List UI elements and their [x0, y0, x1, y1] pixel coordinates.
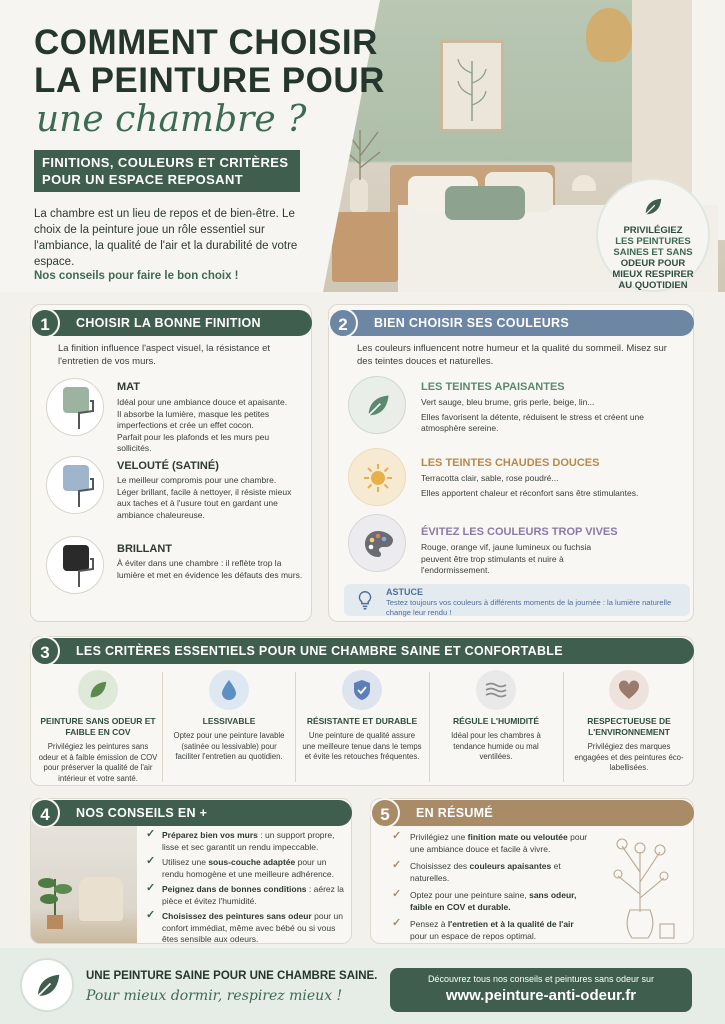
- page-title: COMMENT CHOISIR: [34, 23, 378, 62]
- leaf-logo-icon: [20, 958, 74, 1012]
- lightbulb-icon: [354, 589, 376, 611]
- criterion-title: RÉSISTANTE ET DURABLE: [306, 716, 418, 726]
- sun-icon: [348, 448, 406, 506]
- finish-title: MAT: [117, 381, 141, 393]
- subtitle-banner: [34, 150, 300, 192]
- section-description: Les couleurs influencent notre humeur et la qualité du sommeil. Misez sur des teintes douces et naturelles.: [357, 343, 667, 367]
- section-number: 1: [30, 308, 60, 338]
- website-url[interactable]: www.peinture-anti-odeur.fr: [445, 987, 637, 1004]
- section-number: 3: [30, 636, 60, 666]
- color-body: Terracotta clair, sable, rose poudré... Elles apportent chaleur et réconfort sans être stimulantes.: [421, 473, 639, 498]
- tip-label: ASTUCE: [386, 587, 424, 597]
- divider: [429, 672, 430, 782]
- criterion-title: PEINTURE SANS ODEUR ET FAIBLE EN COV: [40, 716, 156, 737]
- heart-icon: [609, 670, 649, 710]
- tips-list: [146, 830, 346, 946]
- paint-roller-mat-icon: [46, 378, 104, 436]
- armchair: [79, 877, 123, 921]
- leaf-icon: [78, 670, 118, 710]
- waves-icon: [476, 670, 516, 710]
- footer-slogan: Pour mieux dormir, respirez mieux !: [86, 988, 343, 1004]
- criterion-card: [38, 670, 158, 784]
- color-title: LES TEINTES CHAUDES DOUCES: [421, 457, 600, 469]
- criterion-title: LESSIVABLE: [202, 716, 256, 726]
- pendant-lamp: [586, 8, 632, 62]
- criterion-title: RESPECTUEUSE DE L'ENVIRONNEMENT: [587, 716, 671, 737]
- section-header: NOS CONSEILS EN +: [30, 800, 352, 826]
- paint-roller-gloss-icon: [46, 536, 104, 594]
- color-title: ÉVITEZ LES COULEURS TROP VIVES: [421, 526, 618, 538]
- criterion-body: Privilégiez des marques engagées et des peintures éco-labellisées.: [574, 742, 684, 772]
- color-body: Rouge, orange vif, jaune lumineux ou fuchsia peuvent être trop stimulants et nuire à l'endormissement.: [421, 542, 592, 575]
- section-header: EN RÉSUMÉ: [370, 800, 694, 826]
- list-item: ✓ Optez pour une peinture saine, sans odeur, faible en COV et durable.: [392, 888, 577, 912]
- water-drop-icon: [209, 670, 249, 710]
- healthy-paint-badge: [596, 178, 710, 292]
- intro-emphasis: Nos conseils pour faire le bon choix !: [34, 270, 239, 282]
- list-item: ✓ Préparez bien vos murs : un support propre, lisse et sec garantit un rendu impeccable.: [146, 828, 335, 852]
- badge-text: PRIVILÉGIEZ LES PEINTURES SAINES ET SANS ODEUR POUR MIEUX RESPIRER AU QUOTIDIEN: [612, 225, 694, 291]
- criterion-body: Optez pour une peinture lavable (satinée ou lessivable) pour faciliter l'entretien au quotidien.: [173, 731, 285, 761]
- criterion-card: [302, 670, 422, 763]
- subtitle-line: POUR UN ESPACE REPOSANT: [42, 172, 244, 187]
- website-link[interactable]: [390, 968, 692, 1012]
- summary-list: [392, 832, 592, 942]
- section-header: BIEN CHOISIR SES COULEURS: [328, 310, 694, 336]
- color-title: LES TEINTES APAISANTES: [421, 381, 565, 393]
- section-number: 2: [328, 308, 358, 338]
- list-item: ✓ Choisissez des couleurs apaisantes et naturelles.: [392, 859, 561, 883]
- section-description: La finition influence l'aspect visuel, la résistance et l'entretien de vos murs.: [58, 343, 270, 367]
- criterion-title: RÉGULE L'HUMIDITÉ: [452, 716, 540, 726]
- page-title-script: une chambre ?: [36, 99, 307, 140]
- list-item: ✓ Privilégiez une finition mate ou veloutée pour une ambiance douce et facile à vivre.: [392, 830, 588, 854]
- leaf-icon: [348, 376, 406, 434]
- criterion-card: [170, 670, 288, 763]
- wall-frame: [440, 40, 504, 132]
- section-number: 4: [30, 798, 60, 828]
- criterion-card: [570, 670, 688, 774]
- palette-icon: [348, 514, 406, 572]
- subtitle-line: FINITIONS, COULEURS ET CRITÈRES: [42, 155, 289, 170]
- flower-vase-illustration: [600, 832, 684, 942]
- cta-text: Découvrez tous nos conseils et peintures sans odeur sur: [427, 974, 655, 984]
- color-body: Vert sauge, bleu brume, gris perle, beige, lin... Elles favorisent la détente, réduisent le stress et créent une atmosphère sereine.: [421, 397, 645, 433]
- paint-roller-velvet-icon: [46, 456, 104, 514]
- section-header: LES CRITÈRES ESSENTIELS POUR UNE CHAMBRE SAINE ET CONFORTABLE: [30, 638, 694, 664]
- shield-icon: [342, 670, 382, 710]
- finish-body: À éviter dans une chambre : il reflète trop la lumière et met en évidence les défauts des murs.: [117, 558, 303, 580]
- divider: [563, 672, 564, 782]
- finish-title: BRILLANT: [117, 543, 172, 555]
- list-item: ✓ Choisissez des peintures sans odeur pour un confort immédiat, même avec bébé ou si vous êtes sensible aux odeurs.: [146, 909, 343, 944]
- divider: [295, 672, 296, 782]
- list-item: ✓ Utilisez une sous-couche adaptée pour un rendu homogène et une meilleure adhérence.: [146, 855, 335, 879]
- vase: [350, 178, 368, 212]
- page-title: LA PEINTURE POUR: [34, 61, 385, 100]
- section-number: 5: [370, 798, 400, 828]
- nightstand: [332, 212, 398, 282]
- divider: [162, 672, 163, 782]
- intro-text: La chambre est un lieu de repos et de bien-être. Le choix de la peinture joue un rôle essentiel sur l'ambiance, la qualité de l'air et la durabilité de votre espace.: [34, 208, 298, 268]
- criterion-body: Une peinture de qualité assure une meilleure tenue dans le temps et évite les retouches fréquentes.: [302, 731, 422, 761]
- leaf-icon: [642, 196, 664, 218]
- pillow: [445, 186, 525, 220]
- tip-text: Testez toujours vos couleurs à différents moments de la journée : la lumière naturelle change leur rendu !: [386, 598, 672, 617]
- criterion-body: Privilégiez les peintures sans odeur et à faible émission de COV pour préserver la qualité de l'air intérieur et votre santé.: [38, 742, 158, 783]
- tip-box: [344, 584, 690, 616]
- list-item: ✓ Peignez dans de bonnes conditions : aérez la pièce et évitez l'humidité.: [146, 882, 344, 906]
- criterion-body: Idéal pour les chambres à tendance humide ou mal ventilées.: [451, 731, 541, 761]
- finish-body: Le meilleur compromis pour une chambre. Léger brillant, facile à nettoyer, il résiste mieux aux taches et à l'usure tout en gardant une ambiance chaleureuse.: [117, 475, 292, 520]
- list-item: ✓ Pensez à l'entretien et à la qualité de l'air pour un espace de repos optimal.: [392, 917, 574, 941]
- armchair-photo: [31, 821, 137, 944]
- hero-banner: [0, 0, 725, 292]
- finish-body: Idéal pour une ambiance douce et apaisante. Il absorbe la lumière, masque les petites imperfections et crée un effet cocon. Parfait pour les plafonds et les murs peu sollicités.: [117, 397, 288, 453]
- footer-tagline: UNE PEINTURE SAINE POUR UNE CHAMBRE SAINE.: [86, 970, 378, 982]
- section-header: CHOISIR LA BONNE FINITION: [30, 310, 312, 336]
- criterion-card: [436, 670, 556, 763]
- finish-title: VELOUTÉ (SATINÉ): [117, 460, 219, 472]
